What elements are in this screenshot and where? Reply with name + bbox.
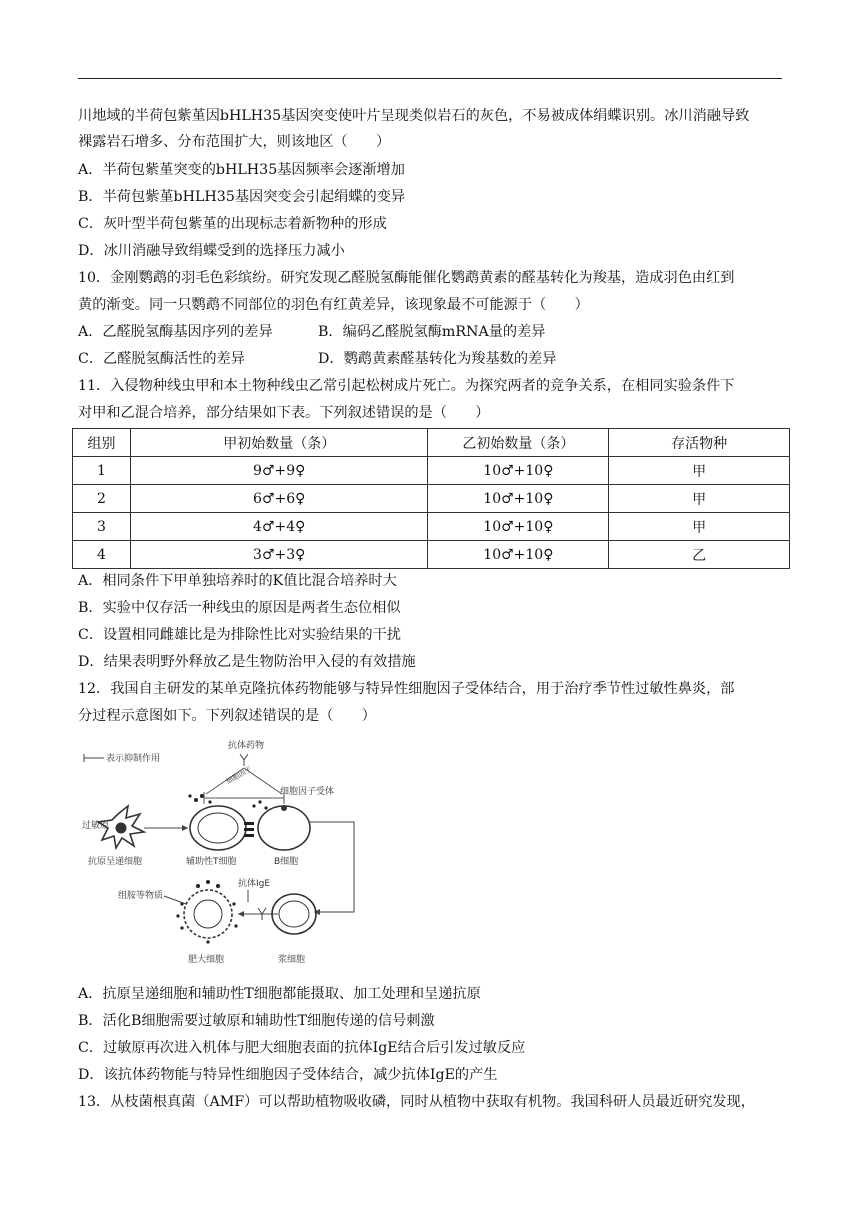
q10-stem-line1: 10．金刚鹦鹉的羽毛色彩缤纷。研究发现乙醛脱氢酶能催化鹦鹉黄素的醛基转化为羧基，造成羽色由红到 xyxy=(78,270,735,286)
q11-stem-line1: 11．入侵物种线虫甲和本土物种线虫乙常引起松树成片死亡。为探究两者的竞争关系，在相同实验条件下 xyxy=(78,378,735,394)
table-cell: 甲 xyxy=(609,513,790,541)
allergen-label: 过敏原 xyxy=(82,821,110,831)
table-cell: 10♂+10♀ xyxy=(428,541,609,569)
q12-option-a: A．抗原呈递细胞和辅助性T细胞都能摄取、加工处理和呈递抗原 xyxy=(78,986,481,1002)
q12-stem-line1: 12．我国自主研发的某单克隆抗体药物能够与特异性细胞因子受体结合，用于治疗季节性过敏性鼻炎，部 xyxy=(78,681,735,697)
plasma-cell-label: 浆细胞 xyxy=(278,955,306,965)
table-row xyxy=(73,541,790,569)
mast-cell xyxy=(176,880,237,944)
q9-option-d: D．冰川消融导致绢蝶受到的选择压力减小 xyxy=(78,243,345,259)
q10-option-d: D．鹦鹉黄素醛基转化为羧基数的差异 xyxy=(318,351,557,367)
receptor-label: 细胞因子受体 xyxy=(280,787,335,797)
q10-option-a: A．乙醛脱氢酶基因序列的差异 xyxy=(78,324,273,340)
q10-options-row2 xyxy=(78,349,557,369)
table-cell: 10♂+10♀ xyxy=(428,513,609,541)
q13-stem-line1: 13．从枝菌根真菌（AMF）可以帮助植物吸收磷，同时从植物中获取有机物。我国科研人员最近研究发现， xyxy=(78,1094,755,1110)
q9-stem-line2: 裸露岩石增多、分布范围扩大，则该地区（ ） xyxy=(78,134,391,150)
table-header-cell: 乙初始数量（条） xyxy=(428,429,609,457)
legend-text: 表示抑制作用 xyxy=(106,754,161,764)
helper-t-label: 辅助性T细胞 xyxy=(186,857,237,867)
q11-option-d: D．结果表明野外释放乙是生物防治甲入侵的有效措施 xyxy=(78,654,416,670)
mast-cell-label: 肥大细胞 xyxy=(188,955,225,965)
q9-option-c: C．灰叶型半荷包紫堇的出现标志着新物种的形成 xyxy=(78,216,387,232)
b-cell xyxy=(258,806,310,850)
q10-option-c: C．乙醛脱氢酶活性的差异 xyxy=(78,351,245,367)
q9-option-a: A．半荷包紫堇突变的bHLH35基因频率会逐渐增加 xyxy=(78,162,405,178)
table-cell: 4 xyxy=(73,541,131,569)
table-cell: 1 xyxy=(73,457,131,485)
q11-option-b: B．实验中仅存活一种线虫的原因是两者生态位相似 xyxy=(78,600,401,616)
table-cell: 2 xyxy=(73,485,131,513)
q12-option-d: D．该抗体药物能与特异性细胞因子受体结合，减少抗体IgE的产生 xyxy=(78,1067,498,1083)
q10-stem-line2: 黄的渐变。同一只鹦鹉不同部位的羽色有红黄差异，该现象最不可能源于（ ） xyxy=(78,297,589,313)
q11-stem-line2: 对甲和乙混合培养，部分结果如下表。下列叙述错误的是（ ） xyxy=(78,405,490,421)
table-header-cell: 甲初始数量（条） xyxy=(130,429,428,457)
antibody-drug-icon xyxy=(240,754,248,766)
table-row xyxy=(73,457,790,485)
apc-label: 抗原呈递细胞 xyxy=(88,857,143,867)
table-cell: 甲 xyxy=(609,457,790,485)
q10-options-row1 xyxy=(78,322,546,342)
histamine-label: 组胺等物质 xyxy=(118,891,164,901)
q12-option-c: C．过敏原再次进入机体与肥大细胞表面的抗体IgE结合后引发过敏反应 xyxy=(78,1040,526,1056)
q12-option-b: B．活化B细胞需要过敏原和辅助性T细胞传递的信号刺激 xyxy=(78,1013,435,1029)
table-row xyxy=(73,485,790,513)
table-header-cell: 组别 xyxy=(73,429,131,457)
table-cell: 乙 xyxy=(609,541,790,569)
q11-result-table xyxy=(72,428,790,569)
immune-process-diagram xyxy=(78,736,368,976)
b-cell-label: B细胞 xyxy=(274,857,299,867)
table-header-row xyxy=(73,429,790,457)
drug-label: 抗体药物 xyxy=(228,741,265,751)
table-cell: 6♂+6♀ xyxy=(130,485,428,513)
table-row xyxy=(73,513,790,541)
q9-stem-line1: 川地域的半荷包紫堇因bHLH35基因突变使叶片呈现类似岩石的灰色，不易被成体绢蝶识别。冰川消融导致 xyxy=(78,108,750,124)
table-cell: 4♂+4♀ xyxy=(130,513,428,541)
q12-stem-line2: 分过程示意图如下。下列叙述错误的是（ ） xyxy=(78,708,376,724)
q10-option-b: B．编码乙醛脱氢酶mRNA量的差异 xyxy=(318,324,546,340)
table-cell: 3♂+3♀ xyxy=(130,541,428,569)
ige-label: 抗体IgE xyxy=(238,879,271,889)
table-cell: 3 xyxy=(73,513,131,541)
table-cell: 甲 xyxy=(609,485,790,513)
q11-option-a: A．相同条件下甲单独培养时的K值比混合培养时大 xyxy=(78,573,397,589)
table-cell: 10♂+10♀ xyxy=(428,485,609,513)
q9-option-b: B．半荷包紫堇bHLH35基因突变会引起绢蝶的变异 xyxy=(78,189,406,205)
q11-option-c: C．设置相同雌雄比是为排除性比对实验结果的干扰 xyxy=(78,627,401,643)
table-header-cell: 存活物种 xyxy=(609,429,790,457)
svg-text:细胞因子: 细胞因子 xyxy=(225,764,254,786)
table-cell: 10♂+10♀ xyxy=(428,457,609,485)
header-rule xyxy=(78,78,782,79)
table-cell: 9♂+9♀ xyxy=(130,457,428,485)
